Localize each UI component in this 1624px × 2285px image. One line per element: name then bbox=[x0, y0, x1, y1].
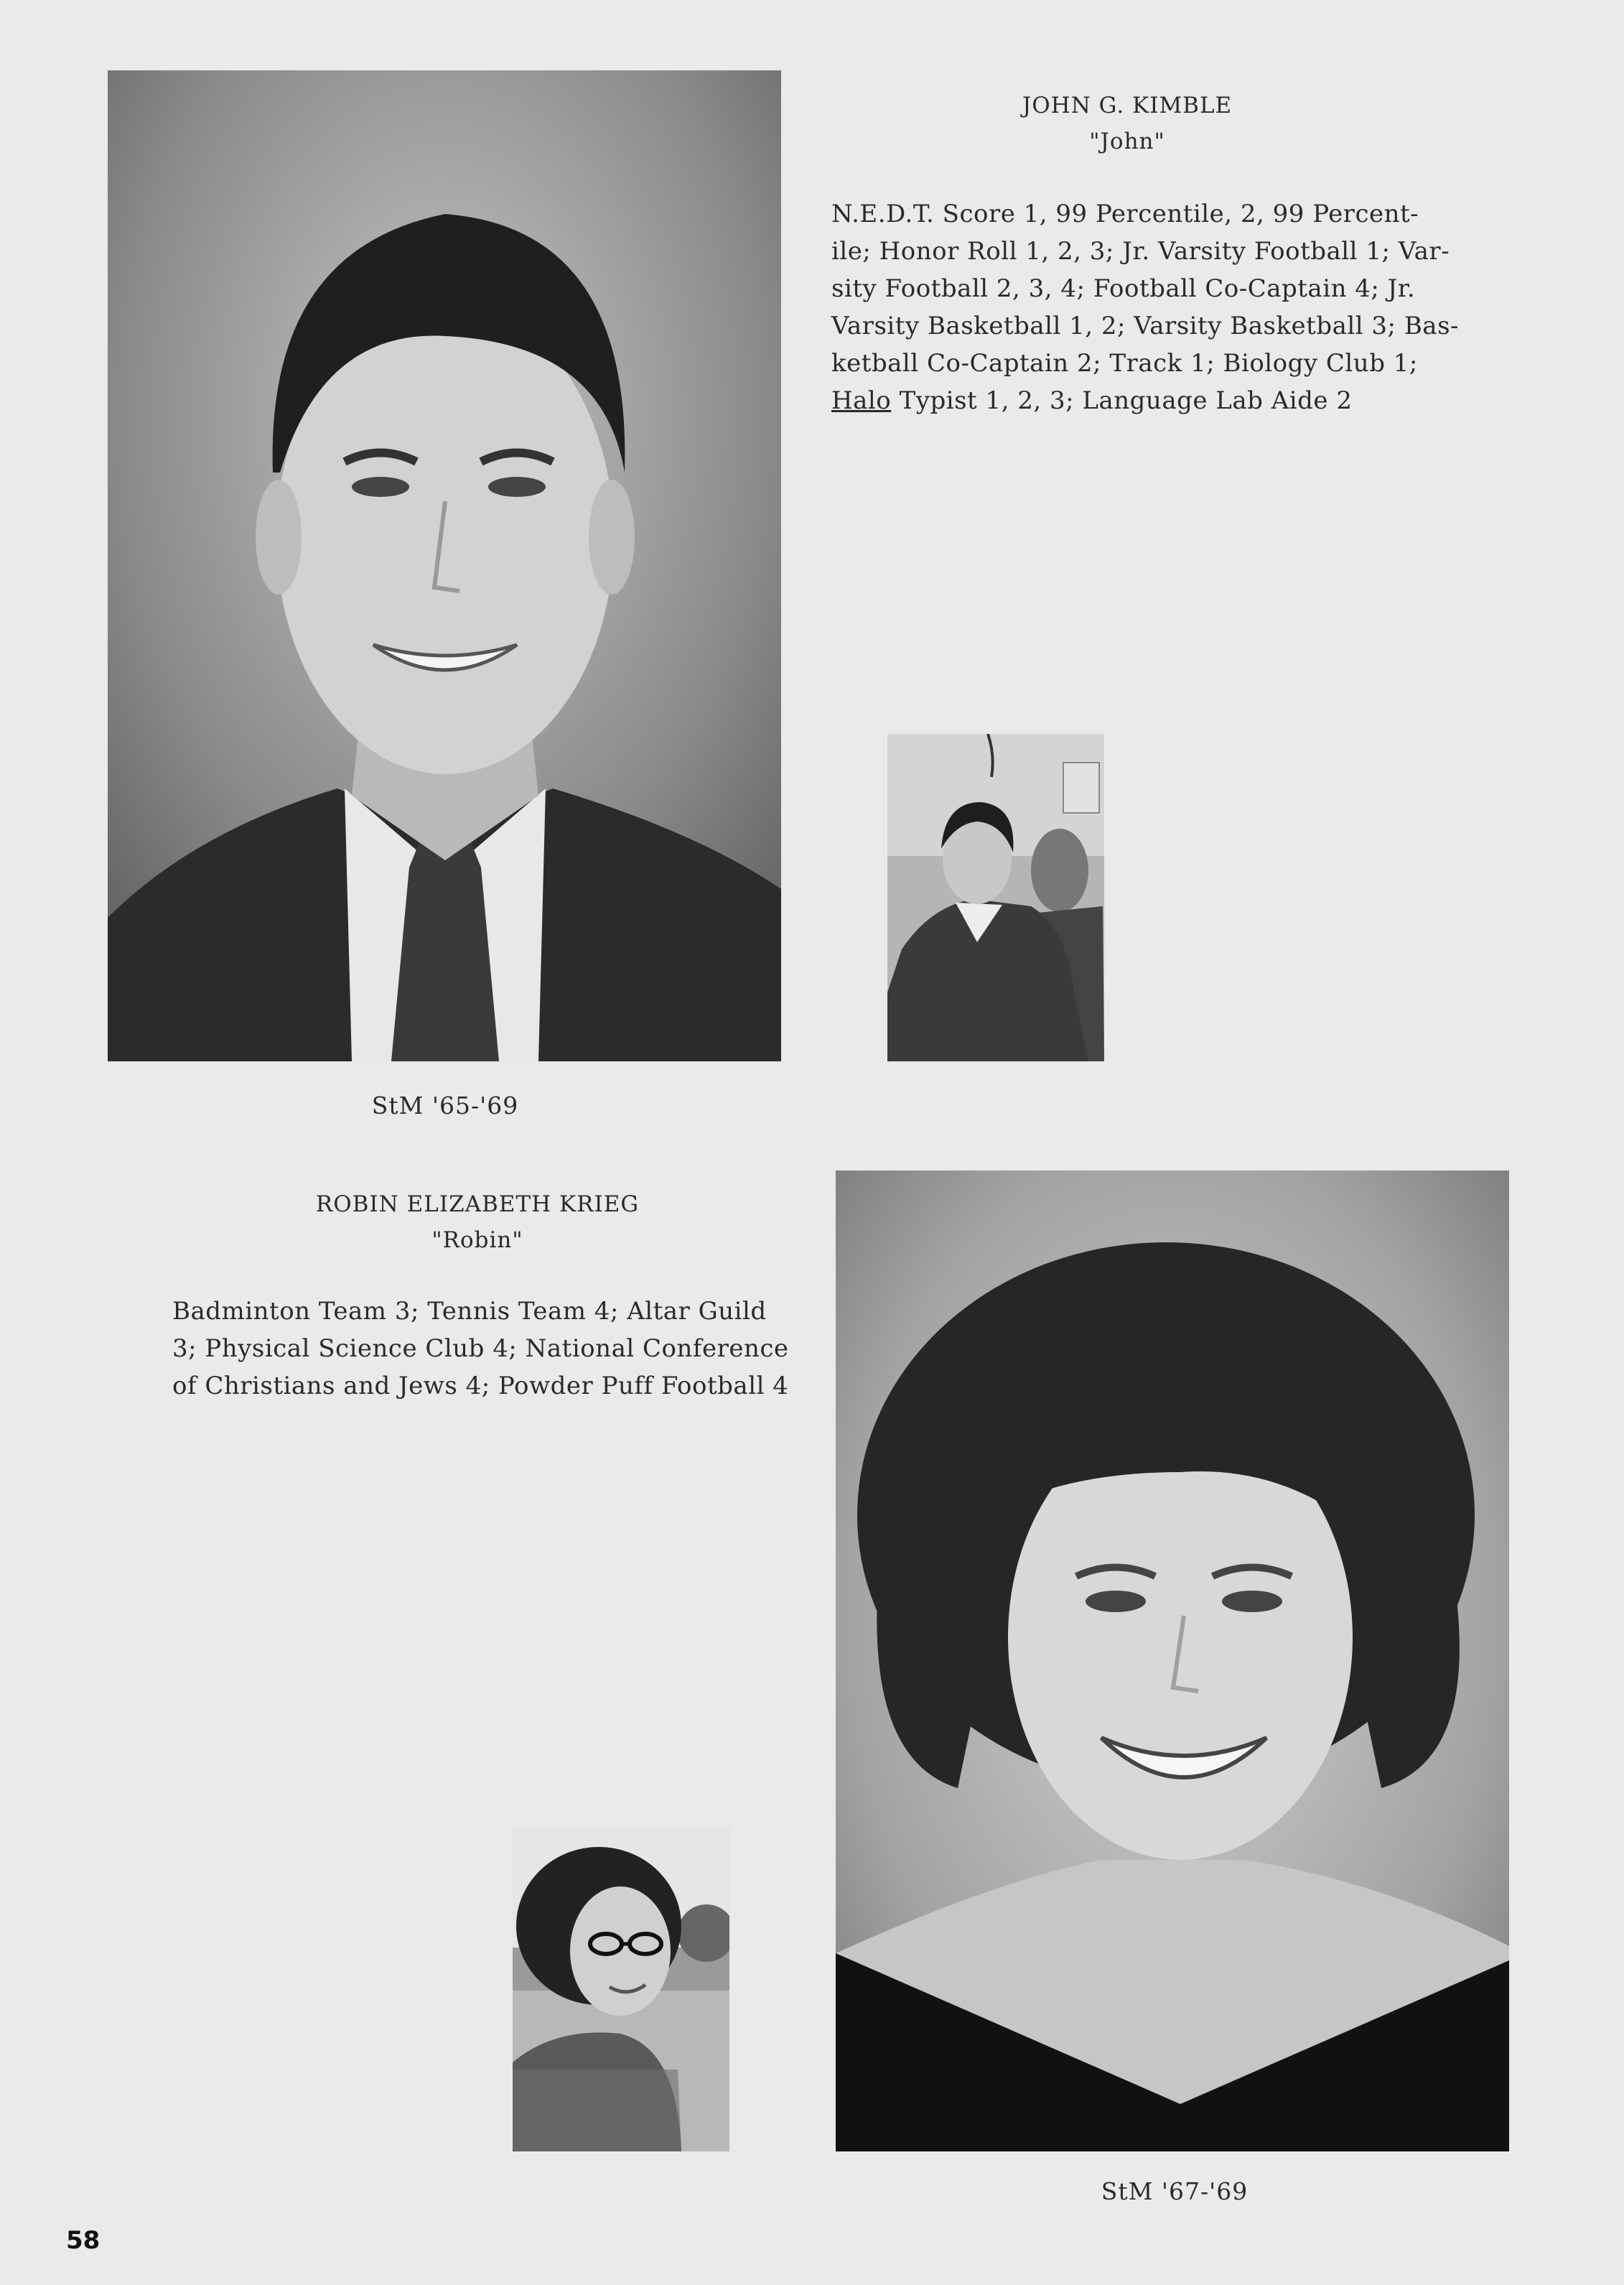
activities-line: N.E.D.T. Score 1, 99 Percentile, 2, 99 Percent- bbox=[831, 200, 1419, 228]
activities-line: ile; Honor Roll 1, 2, 3; Jr. Varsity Football 1; Var- bbox=[831, 237, 1450, 266]
attendance-caption-john: StM '65-'69 bbox=[371, 1092, 519, 1120]
candid-photo-robin-krieg bbox=[513, 1825, 729, 2151]
page-number: 58 bbox=[66, 2226, 101, 2255]
activities-line bbox=[831, 382, 1549, 419]
student-nickname: "John" bbox=[1089, 129, 1165, 154]
activities-list-robin bbox=[172, 1293, 804, 1405]
portrait-photo-robin-krieg bbox=[836, 1171, 1509, 2151]
activities-line: of Christians and Jews 4; Powder Puff Football 4 bbox=[172, 1372, 789, 1400]
activities-line: sity Football 2, 3, 4; Football Co-Captain 4; Jr. bbox=[831, 274, 1416, 303]
activities-line: ketball Co-Captain 2; Track 1; Biology Club 1; bbox=[831, 349, 1418, 378]
portrait-photo-john-kimble bbox=[108, 70, 781, 1061]
student-name: ROBIN ELIZABETH KRIEG bbox=[315, 1191, 640, 1217]
activities-line: Varsity Basketball 1, 2; Varsity Basketball 3; Bas- bbox=[831, 312, 1460, 340]
student-heading-robin bbox=[294, 1186, 661, 1258]
student-nickname: "Robin" bbox=[431, 1227, 523, 1253]
publication-title: Halo bbox=[831, 386, 892, 415]
activities-list-john bbox=[831, 195, 1549, 419]
activities-line: 3; Physical Science Club 4; National Conference bbox=[172, 1334, 789, 1363]
attendance-caption-robin: StM '67-'69 bbox=[1101, 2177, 1249, 2205]
student-heading-john bbox=[948, 88, 1307, 159]
activities-line-rest: Typist 1, 2, 3; Language Lab Aide 2 bbox=[891, 386, 1353, 415]
candid-photo-john-kimble bbox=[887, 734, 1104, 1061]
student-name: JOHN G. KIMBLE bbox=[1022, 93, 1233, 118]
activities-line: Badminton Team 3; Tennis Team 4; Altar Guild bbox=[172, 1297, 767, 1326]
